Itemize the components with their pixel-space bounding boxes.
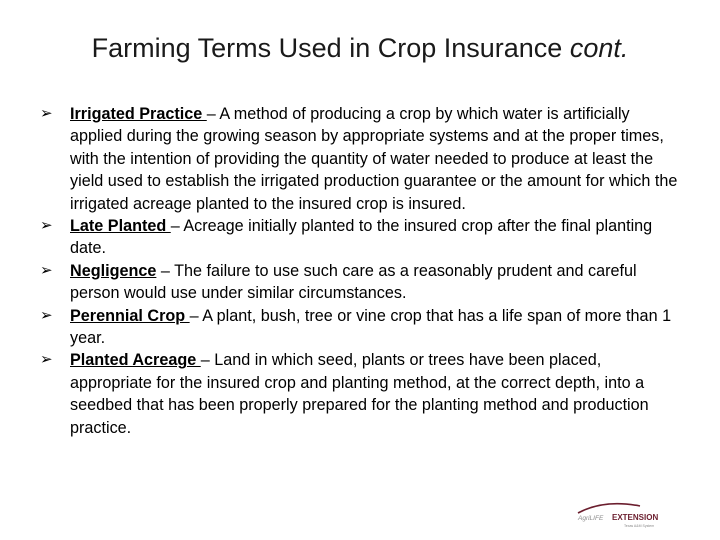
logo-swoosh [578, 504, 640, 513]
agrilife-extension-logo [574, 498, 674, 530]
term-item-negligence [40, 260, 680, 305]
arrow-bullet-icon: ➢ [40, 306, 53, 324]
arrow-bullet-icon: ➢ [40, 351, 53, 369]
arrow-bullet-icon: ➢ [40, 217, 53, 235]
term-item-irrigated-practice [40, 103, 680, 215]
term-name: Planted Acreage [70, 351, 201, 370]
term-definition: – A method of producing a crop by which water is artificially applied during the growing season by appropriate systems and at the proper times, with the intention of providing the quantity of water needed to produce at least the yield used to establish the irrigated production guarantee or the amount for which the irrigated acreage planted to the insured crop is insured. [70, 105, 678, 213]
slide-title-text: Farming Terms Used in Crop Insurance [91, 33, 563, 63]
arrow-bullet-icon: ➢ [40, 261, 53, 279]
term-item-perennial-crop [40, 305, 680, 350]
slide-title [0, 30, 720, 66]
term-definition: – Land in which seed, plants or trees have been placed, appropriate for the insured crop and planting method, at the correct depth, into a seedbed that has been properly prepared for the planting method and production practice. [70, 351, 649, 437]
logo-graphic [574, 498, 674, 530]
slide-title-suffix: cont. [569, 33, 629, 63]
logo-tagline: Texas A&M System [624, 524, 655, 528]
terms-list [40, 103, 680, 439]
term-item-late-planted [40, 215, 680, 260]
term-definition: – The failure to use such care as a reasonably prudent and careful person would use under similar circumstances. [70, 261, 637, 303]
term-name: Perennial Crop [70, 306, 190, 325]
term-item-planted-acreage [40, 349, 680, 439]
term-name: Irrigated Practice [70, 105, 207, 123]
term-name: Late Planted [70, 217, 171, 236]
arrow-bullet-icon: ➢ [40, 105, 53, 122]
term-name: Negligence [70, 261, 157, 280]
term-definition: – A plant, bush, tree or vine crop that has a life span of more than 1 year. [70, 306, 672, 348]
logo-prefix: AgriLIFE [578, 515, 604, 522]
logo-name: EXTENSION [612, 513, 659, 522]
term-definition: – Acreage initially planted to the insured crop after the final planting date. [70, 217, 653, 258]
